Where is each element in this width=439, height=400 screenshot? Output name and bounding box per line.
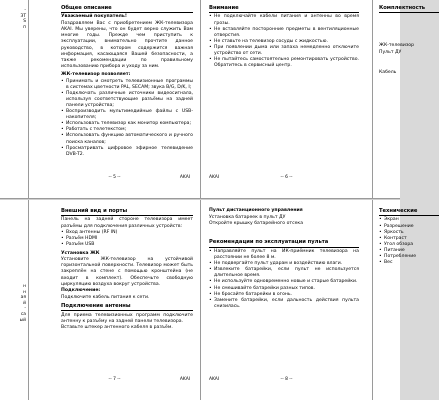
contents-item: ЖК-телевизор	[379, 43, 414, 49]
list-item: • Не подключайте кабели питания и антенны во время грозы.	[209, 14, 359, 26]
contents-item: Кабель	[379, 69, 397, 75]
left-cropped-page-bottom	[0, 200, 28, 400]
list-item: • Использовать телевизор как монитор компьютера;	[61, 121, 193, 127]
contents-item: Пульт ДУ	[379, 49, 402, 55]
page-divider	[372, 0, 373, 400]
list-item: • Вход антенны (RF IN)	[61, 230, 193, 236]
remote-tips-list	[209, 249, 359, 310]
page-6	[201, 0, 372, 198]
page-7	[29, 200, 200, 400]
paragraph: Панель на задней стороне телевизора имеет разъёмы для подключения различных устройств:	[61, 217, 193, 229]
heading: Пульт дистанционного управления	[209, 208, 303, 213]
list-item: • Разъём USB	[61, 242, 193, 248]
page-number: -- 5 --	[108, 175, 121, 180]
footer-brand: AKAI	[179, 377, 190, 382]
list-item: • Не бросайте батарейки в огонь.	[209, 292, 359, 298]
section-title: Общее описание	[61, 5, 193, 13]
cropped-text-fragment: ЗТ	[20, 13, 26, 19]
intro-paragraph: Поздравляем Вас с приобретением ЖК-телевизора AKAI. Мы уверены, что он будет верно служить Вам многие годы. Прежде чем приступить к эксплуатации, внимательно прочтите данное руководство, в котором содержится важная информация, касающаяся Вашей безопасности, а также рекомендации по правильному использованию прибора и уходу за ним.	[61, 21, 193, 69]
list-item: • Вес	[379, 260, 439, 266]
list-item: • Просматривать цифровое эфирное телевидение DVB-T2.	[61, 146, 193, 158]
section-title: Рекомендации по эксплуатации пульта	[209, 239, 359, 247]
footer-brand: AKAI	[209, 175, 220, 180]
list-item: • Питание	[379, 248, 439, 254]
page-number: -- 8 --	[280, 377, 293, 382]
cropped-text-fragment: ый	[19, 317, 26, 323]
left-cropped-page-top	[0, 0, 28, 198]
page-divider	[0, 199, 400, 200]
page-7-cropped	[373, 0, 425, 198]
cropped-text-fragment: -	[24, 306, 26, 312]
page-number: -- 6 --	[280, 175, 293, 180]
footer-brand: AKAI	[179, 175, 190, 180]
list-item: • Направляйте пульт на ИК-приёмник телевизора на расстоянии не более 8 м.	[209, 249, 359, 261]
section-title: Внимание	[209, 5, 359, 13]
page-divider	[28, 0, 29, 400]
warnings-list	[209, 14, 359, 69]
page-footer	[29, 175, 200, 182]
cropped-text-fragment: ая	[20, 295, 26, 301]
list-item: • Угол обзора	[379, 242, 439, 248]
list-item: • Не пытайтесь самостоятельно ремонтировать устройство. Обратитесь в сервисный центр.	[209, 57, 359, 69]
list-item: • Не вставляйте посторонние предметы в вентиляционные отверстия.	[209, 27, 359, 39]
section-title: Подключение антенны	[61, 303, 193, 311]
list-item: • Экран	[379, 217, 439, 223]
cropped-text-fragment: S	[23, 19, 26, 25]
list-item: • Замените батарейки, если дальность действия пульта снизилась.	[209, 298, 359, 310]
list-item: • Не ставьте на телевизор сосуды с жидкостью.	[209, 39, 359, 45]
ports-list	[61, 230, 193, 248]
paragraph: Для приема телевизионных программ подключите антенну к разъёму на задней панели телевизора.	[61, 312, 193, 324]
paragraph: Установите ЖК-телевизор на устойчивой горизонтальной поверхности. Телевизор может быть закреплён на стене с помощью кронштейна (не входит в комплект). Обеспечьте свободную циркуляцию воздуха вокруг устройства.	[61, 257, 193, 287]
list-item: • Работать с телетекстом;	[61, 127, 193, 133]
cropped-text-fragment: н	[23, 284, 26, 289]
list-item: • Воспроизводить мультимедийные файлы с USB-накопителя;	[61, 109, 193, 121]
cropped-text-fragment: са	[20, 311, 26, 317]
capabilities-list	[61, 79, 193, 158]
list-item: • Контраст	[379, 236, 439, 242]
subheading: Подключение:	[61, 288, 101, 294]
page-footer	[29, 377, 200, 384]
specs-list	[379, 217, 439, 266]
page-footer	[201, 377, 372, 384]
cropped-text-fragment: -	[24, 8, 26, 13]
list-item: • Яркость	[379, 230, 439, 236]
footer-brand: AKAI	[209, 377, 220, 382]
paragraph: Вставьте штекер антенного кабеля в разъём.	[61, 325, 173, 331]
cropped-text-fragment: й	[23, 300, 26, 306]
page-9-cropped	[373, 200, 418, 400]
list-item: • Принимать и смотреть телевизионные программы в системах цветности PAL, SECAM; звука B/G, D/K, I;	[61, 79, 193, 91]
paragraph: Подключите кабель питания к сети.	[61, 294, 150, 300]
paragraph: Установка батареек в пульт ДУ	[209, 214, 286, 220]
page-footer	[201, 175, 372, 182]
page-divider	[200, 0, 201, 400]
section-title: Внешний вид и порты	[61, 208, 193, 216]
page-number: -- 7 --	[108, 377, 121, 382]
list-item: • Не подвергайте пульт ударам и воздействию влаги.	[209, 261, 359, 267]
list-item: • Извлеките батарейки, если пульт не используется длительное время.	[209, 267, 359, 279]
cropped-text-fragment: н	[23, 289, 26, 295]
paragraph: Откройте крышку батарейного отсека	[209, 221, 304, 227]
list-item: • При появлении дыма или запаха немедленно отключите устройство от сети.	[209, 45, 359, 57]
greeting: Уважаемый покупатель!	[61, 14, 127, 20]
list-item: • Не смешивайте батарейки разных типов.	[209, 286, 359, 292]
list-item: • Использовать функцию автоматического и ручного поиска каналов;	[61, 133, 193, 145]
subheading: Установка ЖК	[61, 250, 100, 256]
list-item: • Потребление	[379, 254, 439, 260]
section-title: Технические	[379, 208, 439, 216]
section-title: Комплектность	[379, 5, 439, 13]
page-5	[29, 0, 200, 198]
cropped-text-fragment: п	[23, 24, 26, 30]
capabilities-heading: ЖК-телевизор позволяет:	[61, 71, 131, 77]
list-item: • Разъём HDMI	[61, 236, 193, 242]
list-item: • Разрешение	[379, 224, 439, 230]
list-item: • Подключать различные источники видеосигнала, используя соответствующие разъёмы на задней панели устройства;	[61, 91, 193, 109]
page-8	[201, 200, 372, 400]
list-item: • Не используйте одновременно новые и старые батарейки.	[209, 279, 359, 285]
